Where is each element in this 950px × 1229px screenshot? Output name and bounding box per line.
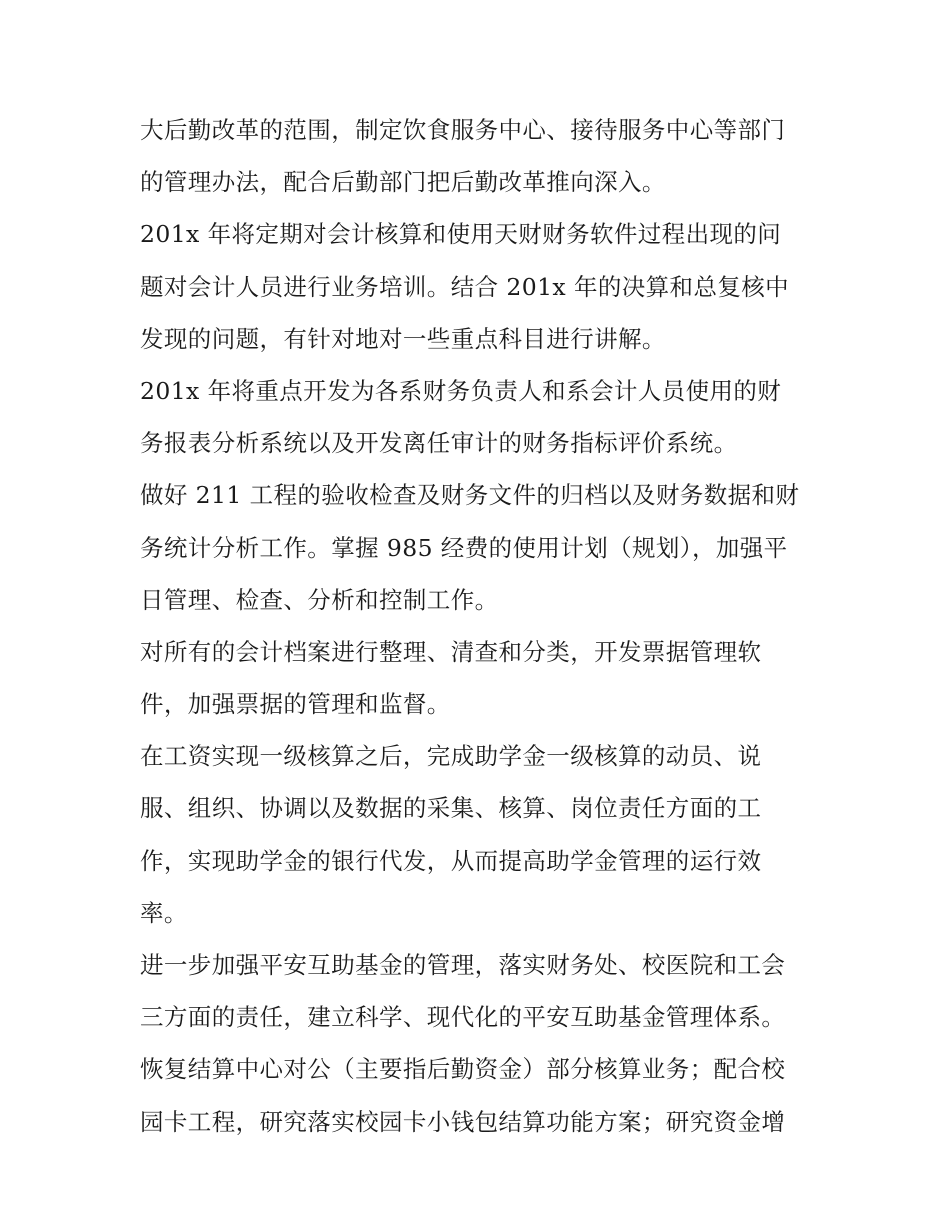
document-body	[140, 104, 820, 1148]
text-line: 在工资实现一级核算之后，完成助学金一级核算的动员、说	[140, 742, 762, 771]
text-line: 服、组织、协调以及数据的采集、核算、岗位责任方面的工	[140, 794, 762, 823]
text-line: 做好 211 工程的验收检查及财务文件的归档以及财务数据和财	[140, 481, 800, 510]
text-line: 对所有的会计档案进行整理、清查和分类，开发票据管理软	[140, 637, 762, 666]
text-line: 务统计分析工作。掌握 985 经费的使用计划（规划），加强平	[140, 533, 788, 562]
text-line: 三方面的责任，建立科学、现代化的平安互助基金管理体系。	[140, 1003, 786, 1032]
text-line: 日管理、检查、分析和控制工作。	[140, 585, 499, 614]
text-line: 园卡工程，研究落实校园卡小钱包结算功能方案；研究资金增	[140, 1107, 786, 1136]
text-line: 进一步加强平安互助基金的管理，落实财务处、校医院和工会	[140, 951, 786, 979]
text-line: 恢复结算中心对公（主要指后勤资金）部分核算业务；配合校	[140, 1055, 786, 1084]
text-line: 作，实现助学金的银行代发，从而提高助学金管理的运行效	[140, 846, 762, 875]
text-line: 201x 年将重点开发为各系财务负责人和系会计人员使用的财	[140, 376, 782, 405]
text-line: 率。	[140, 898, 188, 927]
text-line: 题对会计人员进行业务培训。结合 201x 年的决算和总复核中	[140, 272, 790, 301]
text-line: 的管理办法，配合后勤部门把后勤改革推向深入。	[140, 168, 666, 197]
text-line: 大后勤改革的范围，制定饮食服务中心、接待服务中心等部门	[140, 116, 786, 144]
text-line: 件，加强票据的管理和监督。	[140, 690, 451, 719]
text-line: 务报表分析系统以及开发离任审计的财务指标评价系统。	[140, 429, 738, 458]
text-line: 发现的问题，有针对地对一些重点科目进行讲解。	[140, 324, 666, 353]
text-line: 201x 年将定期对会计核算和使用天财财务软件过程出现的问	[140, 220, 782, 249]
